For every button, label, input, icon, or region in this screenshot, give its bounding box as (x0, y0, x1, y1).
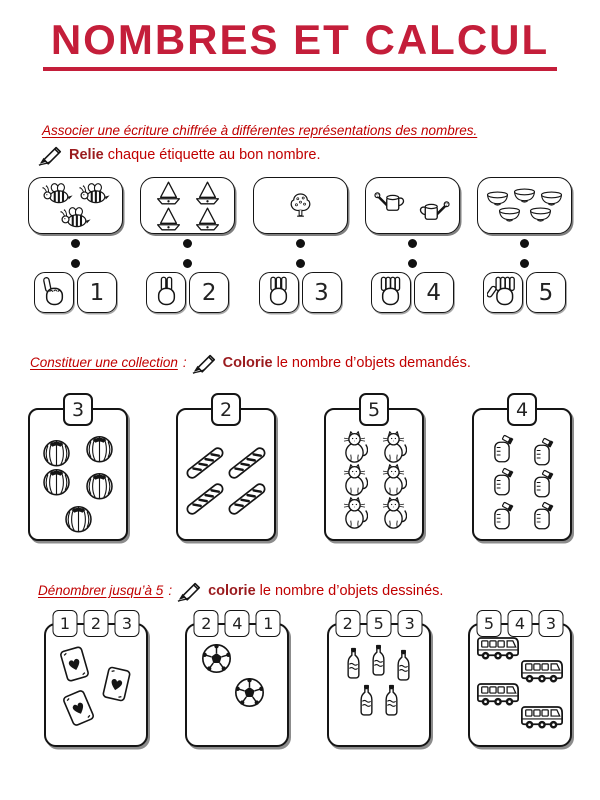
sailboat-icon (154, 206, 183, 232)
baguette-icon[interactable] (224, 478, 270, 519)
object-group (366, 178, 459, 233)
answer-choice-tags (194, 610, 281, 637)
hand-sign-box (483, 272, 523, 313)
pen-icon (38, 143, 64, 166)
connector-dot[interactable] (183, 259, 192, 268)
jar-icon[interactable] (530, 501, 554, 531)
counting-box[interactable] (468, 623, 572, 747)
number-label-cell (253, 259, 348, 313)
bee-icon (78, 183, 111, 205)
separator: : (168, 583, 173, 598)
counting-row (44, 610, 572, 747)
bus-icon[interactable] (475, 635, 521, 662)
page-title-text: NOMBRES ET CALCUL (43, 16, 557, 71)
target-number-tag: 4 (507, 393, 537, 426)
playing-card-icon[interactable] (100, 665, 132, 704)
number-value: 5 (538, 279, 554, 306)
sailboat-icon (193, 206, 222, 232)
instruction-rest: chaque étiquette au bon nombre. (103, 146, 321, 163)
tree-icon (289, 191, 312, 220)
object-group (29, 178, 122, 233)
section2-instruction-text (223, 355, 471, 371)
hand-number-pair[interactable] (371, 272, 454, 313)
collection-cell-cats (324, 393, 424, 541)
object-group (187, 625, 287, 745)
connector-dot[interactable] (520, 259, 529, 268)
bottle-icon[interactable] (345, 647, 362, 680)
section2-heading: Constituer une collection (30, 355, 178, 370)
choice-tag[interactable]: 1 (256, 610, 281, 637)
collection-box[interactable] (324, 408, 424, 541)
object-box[interactable] (365, 177, 460, 234)
object-box[interactable] (253, 177, 348, 234)
playing-card-icon[interactable] (60, 687, 96, 728)
jar-icon[interactable] (490, 434, 514, 464)
bottle-icon[interactable] (370, 644, 387, 677)
section2-heading-line (30, 351, 471, 374)
counting-cell-cards (44, 610, 148, 747)
section3-heading-line (38, 579, 443, 602)
section3-heading: Dénombrer jusqu’à 5 (38, 583, 164, 598)
object-group (30, 410, 126, 539)
counting-box[interactable] (327, 623, 431, 747)
connector-dot[interactable] (71, 239, 80, 248)
number-box (189, 272, 229, 313)
counting-cell-buses (468, 610, 572, 747)
bottle-icon[interactable] (383, 684, 400, 717)
bowl-icon (485, 190, 510, 206)
collection-box[interactable] (28, 408, 128, 541)
target-number-tag: 5 (359, 393, 389, 426)
target-number-tag: 2 (211, 393, 241, 426)
answer-choice-tags (53, 610, 140, 637)
choice-tag[interactable]: 4 (225, 610, 250, 637)
representation-cell-bees (28, 177, 123, 248)
hand-sign-box (34, 272, 74, 313)
choice-tag[interactable]: 1 (53, 610, 78, 637)
answer-choice-tags (335, 610, 422, 637)
object-group (178, 410, 274, 539)
number-label-row (28, 259, 572, 313)
hand-sign-box (371, 272, 411, 313)
bottle-icon[interactable] (395, 649, 412, 682)
pen-icon (192, 351, 218, 374)
jar-icon[interactable] (490, 501, 514, 531)
watering-can-icon (414, 198, 450, 224)
instruction-verb: colorie (208, 582, 256, 599)
object-group (141, 178, 234, 233)
soccer-ball-icon[interactable] (234, 677, 265, 708)
number-box (302, 272, 342, 313)
jar-icon[interactable] (490, 467, 514, 497)
hand-sign-4-icon (374, 274, 407, 311)
pumpkin-icon[interactable] (41, 436, 72, 467)
connector-dot[interactable] (408, 259, 417, 268)
collection-box[interactable] (472, 408, 572, 541)
connector-dot[interactable] (520, 239, 529, 248)
representation-cell-watering-cans (365, 177, 460, 248)
cat-icon[interactable] (380, 464, 407, 497)
object-group (46, 625, 146, 745)
pumpkin-icon[interactable] (84, 432, 115, 463)
pumpkin-icon[interactable] (41, 465, 72, 496)
cat-icon[interactable] (380, 431, 407, 464)
choice-tag[interactable]: 3 (397, 610, 422, 637)
object-group (478, 178, 571, 233)
number-label-cell (28, 259, 123, 313)
collection-cell-pumpkins (28, 393, 128, 541)
counting-cell-bottles (327, 610, 431, 747)
bowl-icon (539, 190, 564, 206)
representation-row (28, 177, 572, 248)
bus-icon[interactable] (475, 681, 521, 708)
collection-row (28, 393, 572, 541)
choice-tag[interactable]: 2 (335, 610, 360, 637)
bus-icon[interactable] (519, 658, 565, 685)
section3-instruction-text (208, 583, 443, 599)
section1-instruction-text (69, 147, 321, 163)
bowl-icon (512, 187, 537, 203)
choice-tag[interactable]: 5 (366, 610, 391, 637)
representation-cell-bowls (477, 177, 572, 248)
counting-box[interactable] (44, 623, 148, 747)
pen-icon (177, 579, 203, 602)
cat-icon[interactable] (341, 497, 368, 530)
choice-tag[interactable]: 2 (194, 610, 219, 637)
object-box[interactable] (477, 177, 572, 234)
separator: : (182, 355, 187, 370)
playing-card-icon[interactable] (58, 644, 91, 684)
instruction-verb: Colorie (222, 354, 273, 371)
cat-icon[interactable] (341, 464, 368, 497)
number-label-cell (140, 259, 235, 313)
collection-box[interactable] (176, 408, 276, 541)
jar-icon[interactable] (530, 469, 554, 499)
cat-icon[interactable] (341, 431, 368, 464)
choice-tag[interactable]: 2 (84, 610, 109, 637)
choice-tag[interactable]: 5 (476, 610, 501, 637)
section1-instruction (38, 143, 321, 166)
bowl-icon (528, 206, 553, 222)
connector-dot[interactable] (296, 259, 305, 268)
page-title (0, 16, 600, 71)
baguette-icon[interactable] (182, 478, 228, 519)
jar-icon[interactable] (530, 437, 554, 467)
section1-heading: Associer une écriture chiffrée à différentes représentations des nombres. (42, 123, 478, 138)
collection-cell-jars (472, 393, 572, 541)
cat-icon[interactable] (380, 497, 407, 530)
number-value: 3 (314, 279, 329, 306)
object-group (329, 625, 429, 745)
sailboat-icon (154, 180, 183, 206)
hand-sign-3-icon (262, 274, 295, 311)
bee-icon (41, 183, 74, 205)
pumpkin-icon[interactable] (84, 469, 115, 500)
number-box (77, 272, 117, 313)
bowl-icon (497, 206, 522, 222)
object-group (474, 410, 570, 539)
connector-dot[interactable] (296, 239, 305, 248)
number-box (526, 272, 566, 313)
counting-box[interactable] (185, 623, 289, 747)
instruction-rest: le nombre d’objets demandés. (272, 354, 471, 371)
hand-number-pair[interactable] (483, 272, 566, 313)
bus-icon[interactable] (519, 704, 565, 731)
watering-can-icon (374, 189, 410, 215)
object-box[interactable] (140, 177, 235, 234)
collection-cell-baguettes (176, 393, 276, 541)
representation-cell-sailboats (140, 177, 235, 248)
pumpkin-icon[interactable] (63, 502, 94, 533)
hand-sign-box (259, 272, 299, 313)
baguette-icon[interactable] (224, 442, 270, 483)
target-number-tag: 3 (63, 393, 93, 426)
representation-cell-tree (253, 177, 348, 248)
object-box[interactable] (28, 177, 123, 234)
sailboat-icon (193, 180, 222, 206)
number-value: 4 (426, 279, 442, 306)
object-group (326, 410, 422, 539)
hand-number-pair[interactable] (146, 272, 229, 313)
choice-tag[interactable]: 3 (538, 610, 563, 637)
number-label-cell (477, 259, 572, 313)
hand-sign-5-icon (487, 274, 520, 311)
number-label-cell (365, 259, 460, 313)
hand-sign-2-icon (150, 274, 183, 311)
instruction-verb: Relie (69, 146, 104, 163)
bottle-icon[interactable] (358, 684, 375, 717)
bee-icon (59, 207, 92, 229)
connector-dot[interactable] (183, 239, 192, 248)
connector-dot[interactable] (408, 239, 417, 248)
choice-tag[interactable]: 3 (115, 610, 140, 637)
hand-sign-box (146, 272, 186, 313)
counting-cell-balls (185, 610, 289, 747)
choice-tag[interactable]: 4 (507, 610, 532, 637)
instruction-rest: le nombre d’objets dessinés. (255, 582, 444, 599)
hand-sign-1-icon (38, 274, 71, 311)
object-group (470, 625, 570, 745)
answer-choice-tags (476, 610, 563, 637)
hand-number-pair[interactable] (259, 272, 342, 313)
number-value: 1 (89, 279, 105, 306)
object-group (254, 178, 347, 233)
number-box (414, 272, 454, 313)
number-value: 2 (201, 279, 217, 306)
connector-dot[interactable] (71, 259, 80, 268)
baguette-icon[interactable] (182, 442, 228, 483)
hand-number-pair[interactable] (34, 272, 117, 313)
soccer-ball-icon[interactable] (201, 643, 232, 674)
